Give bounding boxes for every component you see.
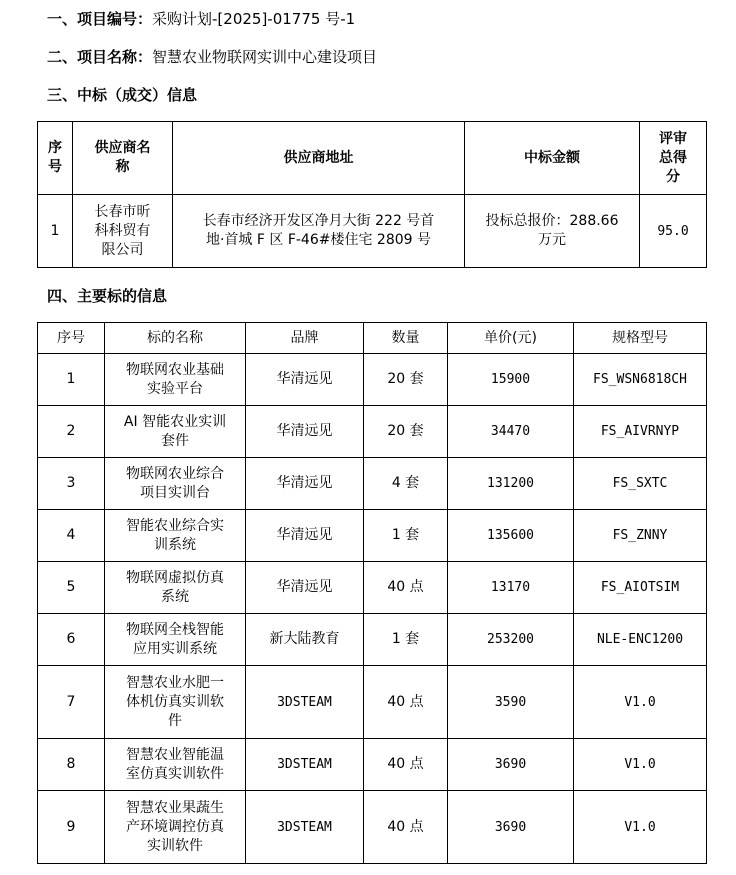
- project-number-label: 一、项目编号：: [47, 10, 153, 28]
- award-header-cell: 供应商地址: [173, 122, 465, 195]
- item-no: 6: [38, 614, 105, 666]
- item-price: 3590: [448, 666, 574, 739]
- item-brand: 华清远见: [246, 458, 364, 510]
- item-name: 物联网农业基础 实验平台: [105, 354, 246, 406]
- item-model: FS_SXTC: [574, 458, 707, 510]
- items-heading-text: 四、主要标的信息: [47, 287, 168, 305]
- item-name: 物联网农业综合 项目实训台: [105, 458, 246, 510]
- item-qty: 4 套: [364, 458, 448, 510]
- item-qty: 40 点: [364, 562, 448, 614]
- item-name: 物联网全栈智能 应用实训系统: [105, 614, 246, 666]
- table-row: [38, 791, 707, 864]
- item-model: V1.0: [574, 791, 707, 864]
- item-price: 135600: [448, 510, 574, 562]
- item-brand: 3DSTEAM: [246, 791, 364, 864]
- items-table-header: [38, 323, 707, 354]
- table-row: [38, 510, 707, 562]
- award-heading: [47, 84, 197, 105]
- items-table: [37, 322, 707, 864]
- item-qty: 40 点: [364, 791, 448, 864]
- project-name-label: 二、项目名称：: [47, 48, 153, 66]
- item-model: FS_ZNNY: [574, 510, 707, 562]
- project-number-value: 采购计划-[2025]-01775 号-1: [152, 10, 356, 28]
- table-row: [38, 739, 707, 791]
- item-brand: 3DSTEAM: [246, 666, 364, 739]
- award-header-cell: 供应商名 称: [73, 122, 173, 195]
- award-header-cell: 评审 总得 分: [640, 122, 707, 195]
- item-no: 2: [38, 406, 105, 458]
- table-row: [38, 354, 707, 406]
- item-qty: 1 套: [364, 614, 448, 666]
- item-no: 3: [38, 458, 105, 510]
- project-name-line: [47, 46, 377, 67]
- item-brand: 华清远见: [246, 354, 364, 406]
- item-qty: 40 点: [364, 666, 448, 739]
- item-model: V1.0: [574, 666, 707, 739]
- award-header-cell: 序 号: [38, 122, 73, 195]
- item-model: FS_AIOTSIM: [574, 562, 707, 614]
- award-amount: 投标总报价：288.66 万元: [465, 195, 640, 268]
- award-supplier: 长春市昕 科科贸有 限公司: [73, 195, 173, 268]
- item-no: 4: [38, 510, 105, 562]
- table-row: [38, 406, 707, 458]
- award-no: 1: [38, 195, 73, 268]
- table-row: [38, 458, 707, 510]
- item-name: AI 智能农业实训 套件: [105, 406, 246, 458]
- items-heading: [47, 285, 167, 306]
- table-row: [38, 666, 707, 739]
- project-name-value: 智慧农业物联网实训中心建设项目: [152, 48, 378, 66]
- item-no: 9: [38, 791, 105, 864]
- item-brand: 华清远见: [246, 406, 364, 458]
- item-qty: 20 套: [364, 406, 448, 458]
- item-price: 13170: [448, 562, 574, 614]
- project-number-line: [47, 8, 355, 29]
- award-table: [37, 121, 707, 268]
- item-name: 智慧农业果蔬生 产环境调控仿真 实训软件: [105, 791, 246, 864]
- award-header-cell: 中标金额: [465, 122, 640, 195]
- table-row: [38, 614, 707, 666]
- item-model: FS_AIVRNYP: [574, 406, 707, 458]
- item-no: 1: [38, 354, 105, 406]
- item-model: FS_WSN6818CH: [574, 354, 707, 406]
- item-model: NLE-ENC1200: [574, 614, 707, 666]
- items-header-cell: 数量: [364, 323, 448, 354]
- items-header-cell: 规格型号: [574, 323, 707, 354]
- item-price: 131200: [448, 458, 574, 510]
- item-model: V1.0: [574, 739, 707, 791]
- item-qty: 1 套: [364, 510, 448, 562]
- items-header-cell: 标的名称: [105, 323, 246, 354]
- item-price: 3690: [448, 739, 574, 791]
- item-no: 7: [38, 666, 105, 739]
- item-name: 物联网虚拟仿真 系统: [105, 562, 246, 614]
- item-no: 5: [38, 562, 105, 614]
- item-name: 智能农业综合实 训系统: [105, 510, 246, 562]
- item-price: 253200: [448, 614, 574, 666]
- items-header-cell: 单价(元): [448, 323, 574, 354]
- item-brand: 3DSTEAM: [246, 739, 364, 791]
- item-qty: 20 套: [364, 354, 448, 406]
- award-row: [38, 195, 707, 268]
- item-price: 34470: [448, 406, 574, 458]
- award-table-header: [38, 122, 707, 195]
- item-name: 智慧农业智能温 室仿真实训软件: [105, 739, 246, 791]
- item-brand: 华清远见: [246, 510, 364, 562]
- item-qty: 40 点: [364, 739, 448, 791]
- award-heading-text: 三、中标（成交）信息: [47, 86, 198, 104]
- item-price: 15900: [448, 354, 574, 406]
- item-price: 3690: [448, 791, 574, 864]
- award-score: 95.0: [640, 195, 707, 268]
- table-row: [38, 562, 707, 614]
- award-address: 长春市经济开发区净月大街 222 号首 地·首城 F 区 F-46#楼住宅 2809 号: [173, 195, 465, 268]
- item-brand: 华清远见: [246, 562, 364, 614]
- items-header-cell: 品牌: [246, 323, 364, 354]
- items-header-cell: 序号: [38, 323, 105, 354]
- item-brand: 新大陆教育: [246, 614, 364, 666]
- item-no: 8: [38, 739, 105, 791]
- item-name: 智慧农业水肥一 体机仿真实训软 件: [105, 666, 246, 739]
